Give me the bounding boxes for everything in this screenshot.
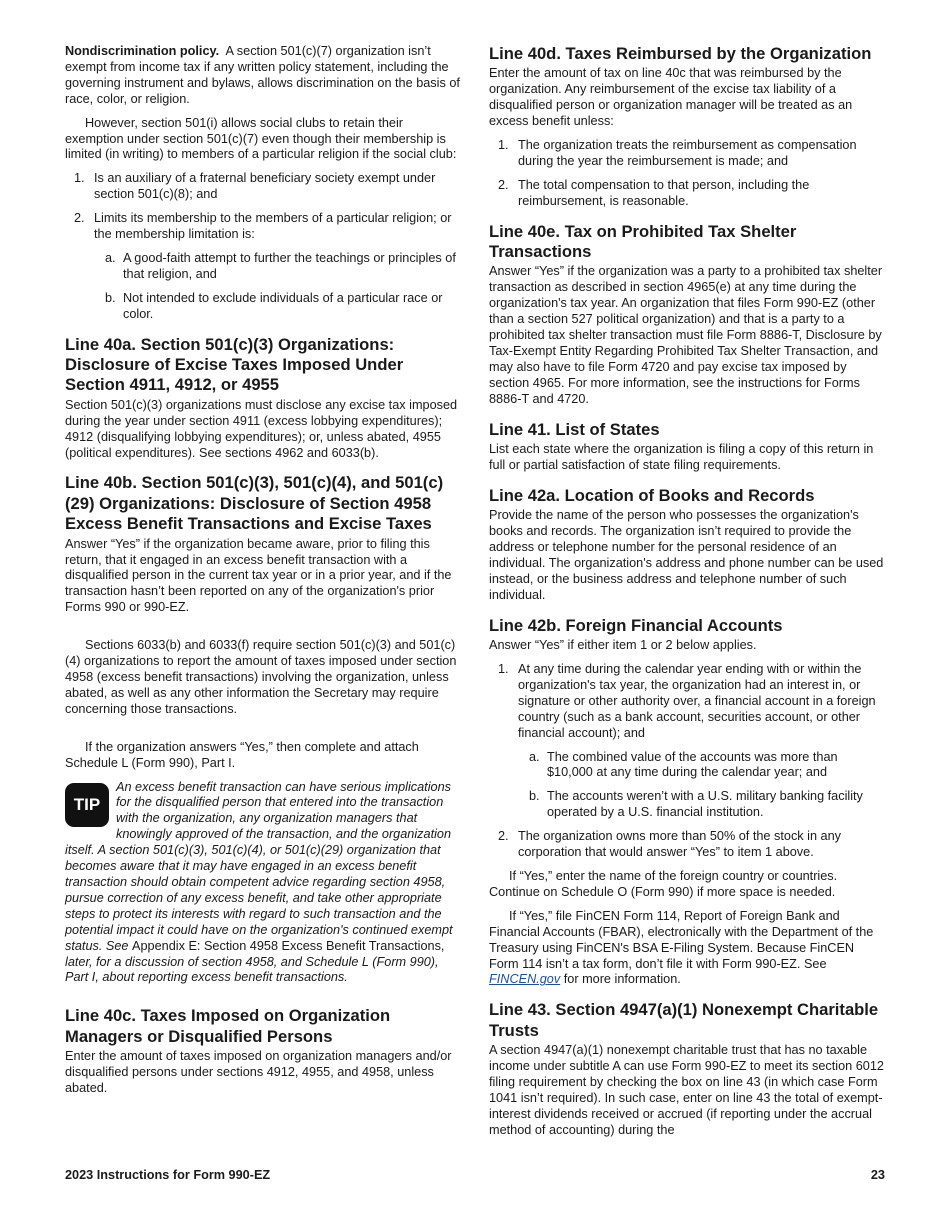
- tip-box: [65, 780, 461, 987]
- tip-reference: Appendix E: Section 4958 Excess Benefit Transactions,: [132, 938, 445, 953]
- list-item-text: Limits its membership to the members of a particular religion; or the membership limitation is:: [94, 211, 452, 242]
- line-42b-list: [489, 662, 885, 861]
- social-club-paragraph: However, section 501(i) allows social clubs to retain their exemption under section 501(c)(7) even though their membership is limited (in writing) to members of a particular religion if the social club:: [65, 115, 457, 162]
- list-marker: 1.: [498, 138, 509, 153]
- sub-list-item: [518, 789, 885, 821]
- line-41-heading: Line 41. List of States: [489, 419, 660, 439]
- list-marker: b.: [529, 789, 540, 804]
- sub-list-item: [94, 251, 461, 283]
- list-item: [65, 171, 461, 203]
- line-40a-text: Section 501(c)(3) organizations must disclose any excise tax imposed during the year under section 4911 (excess lobbying expenditures); 4912 (disqualifying lobbying expenditures); or, unless abated, 4955 (political expenditures). See sections 4962 and 6033(b).: [65, 397, 458, 460]
- list-item: [489, 138, 885, 170]
- line-40b-paragraph-1: Answer “Yes” if the organization became aware, prior to filing this return, that it engaged in an excess benefit transaction with a disqualified person in the current tax year or in a prior year, and if the transaction hasn’t been reported on any of the organization's prior Forms 990 or 990-EZ.: [65, 536, 452, 615]
- line-40d-text: Enter the amount of tax on line 40c that was reimbursed by the organization. Any reimbursement of the excise tax liability of a disqualified person or organization manager will be treated as an excess benefit unless:: [489, 66, 853, 129]
- line-40d-heading: Line 40d. Taxes Reimbursed by the Organization: [489, 44, 872, 63]
- sub-list: [518, 750, 885, 822]
- social-club-list: [65, 171, 461, 322]
- list-item-text: Is an auxiliary of a fraternal beneficiary society exempt under section 501(c)(8); and: [94, 171, 436, 202]
- line-40b-paragraph-2: Sections 6033(b) and 6033(f) require section 501(c)(3) and 501(c)(4) organizations to report the amount of taxes imposed under section 4958 (excess benefit transactions) involving the organization, unless abated, as well as any other information the Secretary may require concerning those transactions.: [65, 638, 457, 716]
- line-40e-text: Answer “Yes” if the organization was a party to a prohibited tax shelter transaction as described in section 4965(e) at any time during the organization's tax year. An organization that files Form 990-EZ (other than a section 527 political organization) and that is a party to a prohibited tax shelter transaction must file Form 8886-T, Disclosure by Tax-Exempt Entity Regarding Prohibited Tax Shelter Transaction, and may also have to file Form 4720 and pay excise tax imposed by section 4965. For more information, see the instructions for Forms 8886-T and 4720.: [489, 264, 883, 406]
- tip-text-continued: later, for a discussion of section 4958, and Schedule L (Form 990), Part I, about reporting excess benefit transactions.: [65, 954, 439, 985]
- sub-list-item: [94, 291, 461, 323]
- line-40b-paragraph-3: If the organization answers “Yes,” then complete and attach Schedule L (Form 990), Part I.: [65, 739, 419, 770]
- nondiscrimination-title: Nondiscrimination policy.: [65, 44, 220, 58]
- list-marker: 1.: [498, 662, 509, 676]
- footer-title: 2023 Instructions for Form 990-EZ: [65, 1168, 271, 1182]
- list-item-text: The accounts weren’t with a U.S. military banking facility operated by a U.S. financial institution.: [547, 789, 863, 820]
- list-item: [489, 178, 885, 210]
- right-column: [489, 44, 885, 1147]
- list-marker: 2.: [498, 829, 509, 844]
- line-42b-paragraph-2: If “Yes,” enter the name of the foreign country or countries. Continue on Schedule O (Form 990) if more space is needed.: [489, 868, 838, 899]
- line-42a-text: Provide the name of the person who possesses the organization's books and records. The organization isn’t required to provide the address or telephone number for the personal residence of an individual. The organization's address and phone number can be used instead, or the business address and telephone number of such individual.: [489, 508, 884, 602]
- list-item-text: Not intended to exclude individuals of a particular race or color.: [123, 290, 443, 321]
- list-marker: a.: [529, 749, 540, 764]
- tip-icon: TIP: [65, 783, 109, 827]
- list-item: [489, 829, 885, 861]
- nondiscrimination-paragraph: [65, 44, 461, 108]
- fincen-text-end: for more information.: [563, 972, 681, 987]
- sub-list: [94, 251, 461, 323]
- line-40b-heading: Line 40b. Section 501(c)(3), 501(c)(4), and 501(c)(29) Organizations: Disclosure of Section 4958 Excess Benefit Transactions and Excise Taxes: [65, 473, 444, 534]
- list-item-text: A good-faith attempt to further the teachings or principles of that religion, and: [123, 250, 456, 281]
- line-42b-text: Answer “Yes” if either item 1 or 2 below applies.: [489, 638, 757, 653]
- list-marker: 2.: [74, 211, 85, 226]
- line-43-heading: Line 43. Section 4947(a)(1) Nonexempt Charitable Trusts: [489, 1000, 879, 1040]
- line-40e-heading: Line 40e. Tax on Prohibited Tax Shelter Transactions: [489, 221, 797, 262]
- page-number: 23: [870, 1168, 885, 1182]
- line-40d-list: [489, 138, 885, 210]
- line-41-text: List each state where the organization is filing a copy of this return in full or partial satisfaction of state filing requirements.: [489, 442, 874, 472]
- line-42a-heading: Line 42a. Location of Books and Records: [489, 485, 815, 505]
- left-column: [65, 44, 461, 1105]
- list-item: [489, 662, 885, 821]
- list-marker: 1.: [74, 171, 85, 186]
- line-42b-paragraph-3: [489, 909, 885, 989]
- list-marker: b.: [105, 290, 116, 305]
- list-item: [65, 211, 461, 322]
- list-marker: a.: [105, 250, 116, 265]
- fincen-link[interactable]: FINCEN.gov: [489, 972, 561, 987]
- line-42b-heading: Line 42b. Foreign Financial Accounts: [489, 615, 783, 635]
- line-40c-text: Enter the amount of taxes imposed on organization managers and/or disqualified persons under sections 4912, 4955, and 4958, unless abated.: [65, 1049, 452, 1095]
- list-marker: 2.: [498, 177, 509, 192]
- list-item-text: At any time during the calendar year ending with or within the organization's tax year, the organization had an interest in, or signature or other authority over, a financial account in a foreign country (such as a bank account, securities account, or other financial account); and: [518, 662, 876, 740]
- list-item-text: The combined value of the accounts was more than $10,000 at any time during the calendar year; and: [547, 749, 838, 780]
- list-item-text: The total compensation to that person, including the reimbursement, is reasonable.: [518, 177, 810, 208]
- line-43-text: A section 4947(a)(1) nonexempt charitable trust that has no taxable income under subtitle A can use Form 990-EZ to meet its section 6012 filing requirement by checking the box on line 43 (in which case Form 1041 isn’t required). In such case, enter on line 43 the total of exempt-interest dividends received or accrued (if reporting under the accrual method of accounting) during the: [489, 1043, 884, 1137]
- list-item-text: The organization owns more than 50% of the stock in any corporation that would answer “Yes” to item 1 above.: [518, 829, 842, 860]
- nondiscrimination-text: A section 501(c)(7) organization isn’t exempt from income tax if any written policy statement, including the governing instrument and bylaws, allows discrimination on the basis of race, color, or religion.: [65, 44, 460, 106]
- line-40a-heading: Line 40a. Section 501(c)(3) Organizations: Disclosure of Excise Taxes Imposed Under Section 4911, 4912, or 4955: [65, 334, 404, 395]
- tip-text: An excess benefit transaction can have serious implications for the disqualified person that entered into the transaction with the organization, any organization managers that knowingly approved of the transaction, and the organization itself. A section 501(c)(3), 501(c)(4), or 501(c)(29) organization that becomes aware that it may have engaged in an excess benefit transaction should obtain competent advice regarding section 4958, pursue correction of any excess benefit, and take other appropriate steps to protect its interests with regard to such transaction and the potential impact it could have on the organization's continued exempt status. See: [65, 779, 453, 953]
- list-item-text: The organization treats the reimbursement as compensation during the year the reimbursement is made; and: [518, 138, 857, 168]
- line-40c-heading: Line 40c. Taxes Imposed on Organization Managers or Disqualified Persons: [65, 1006, 391, 1046]
- fincen-text: If “Yes,” file FinCEN Form 114, Report of Foreign Bank and Financial Accounts (FBAR), electronically with the Department of the Treasury using FinCEN's BSA E-Filing System. Because FinCEN Form 114 isn’t a tax form, don’t file it with Form 990-EZ. See: [489, 908, 874, 971]
- sub-list-item: [518, 750, 885, 782]
